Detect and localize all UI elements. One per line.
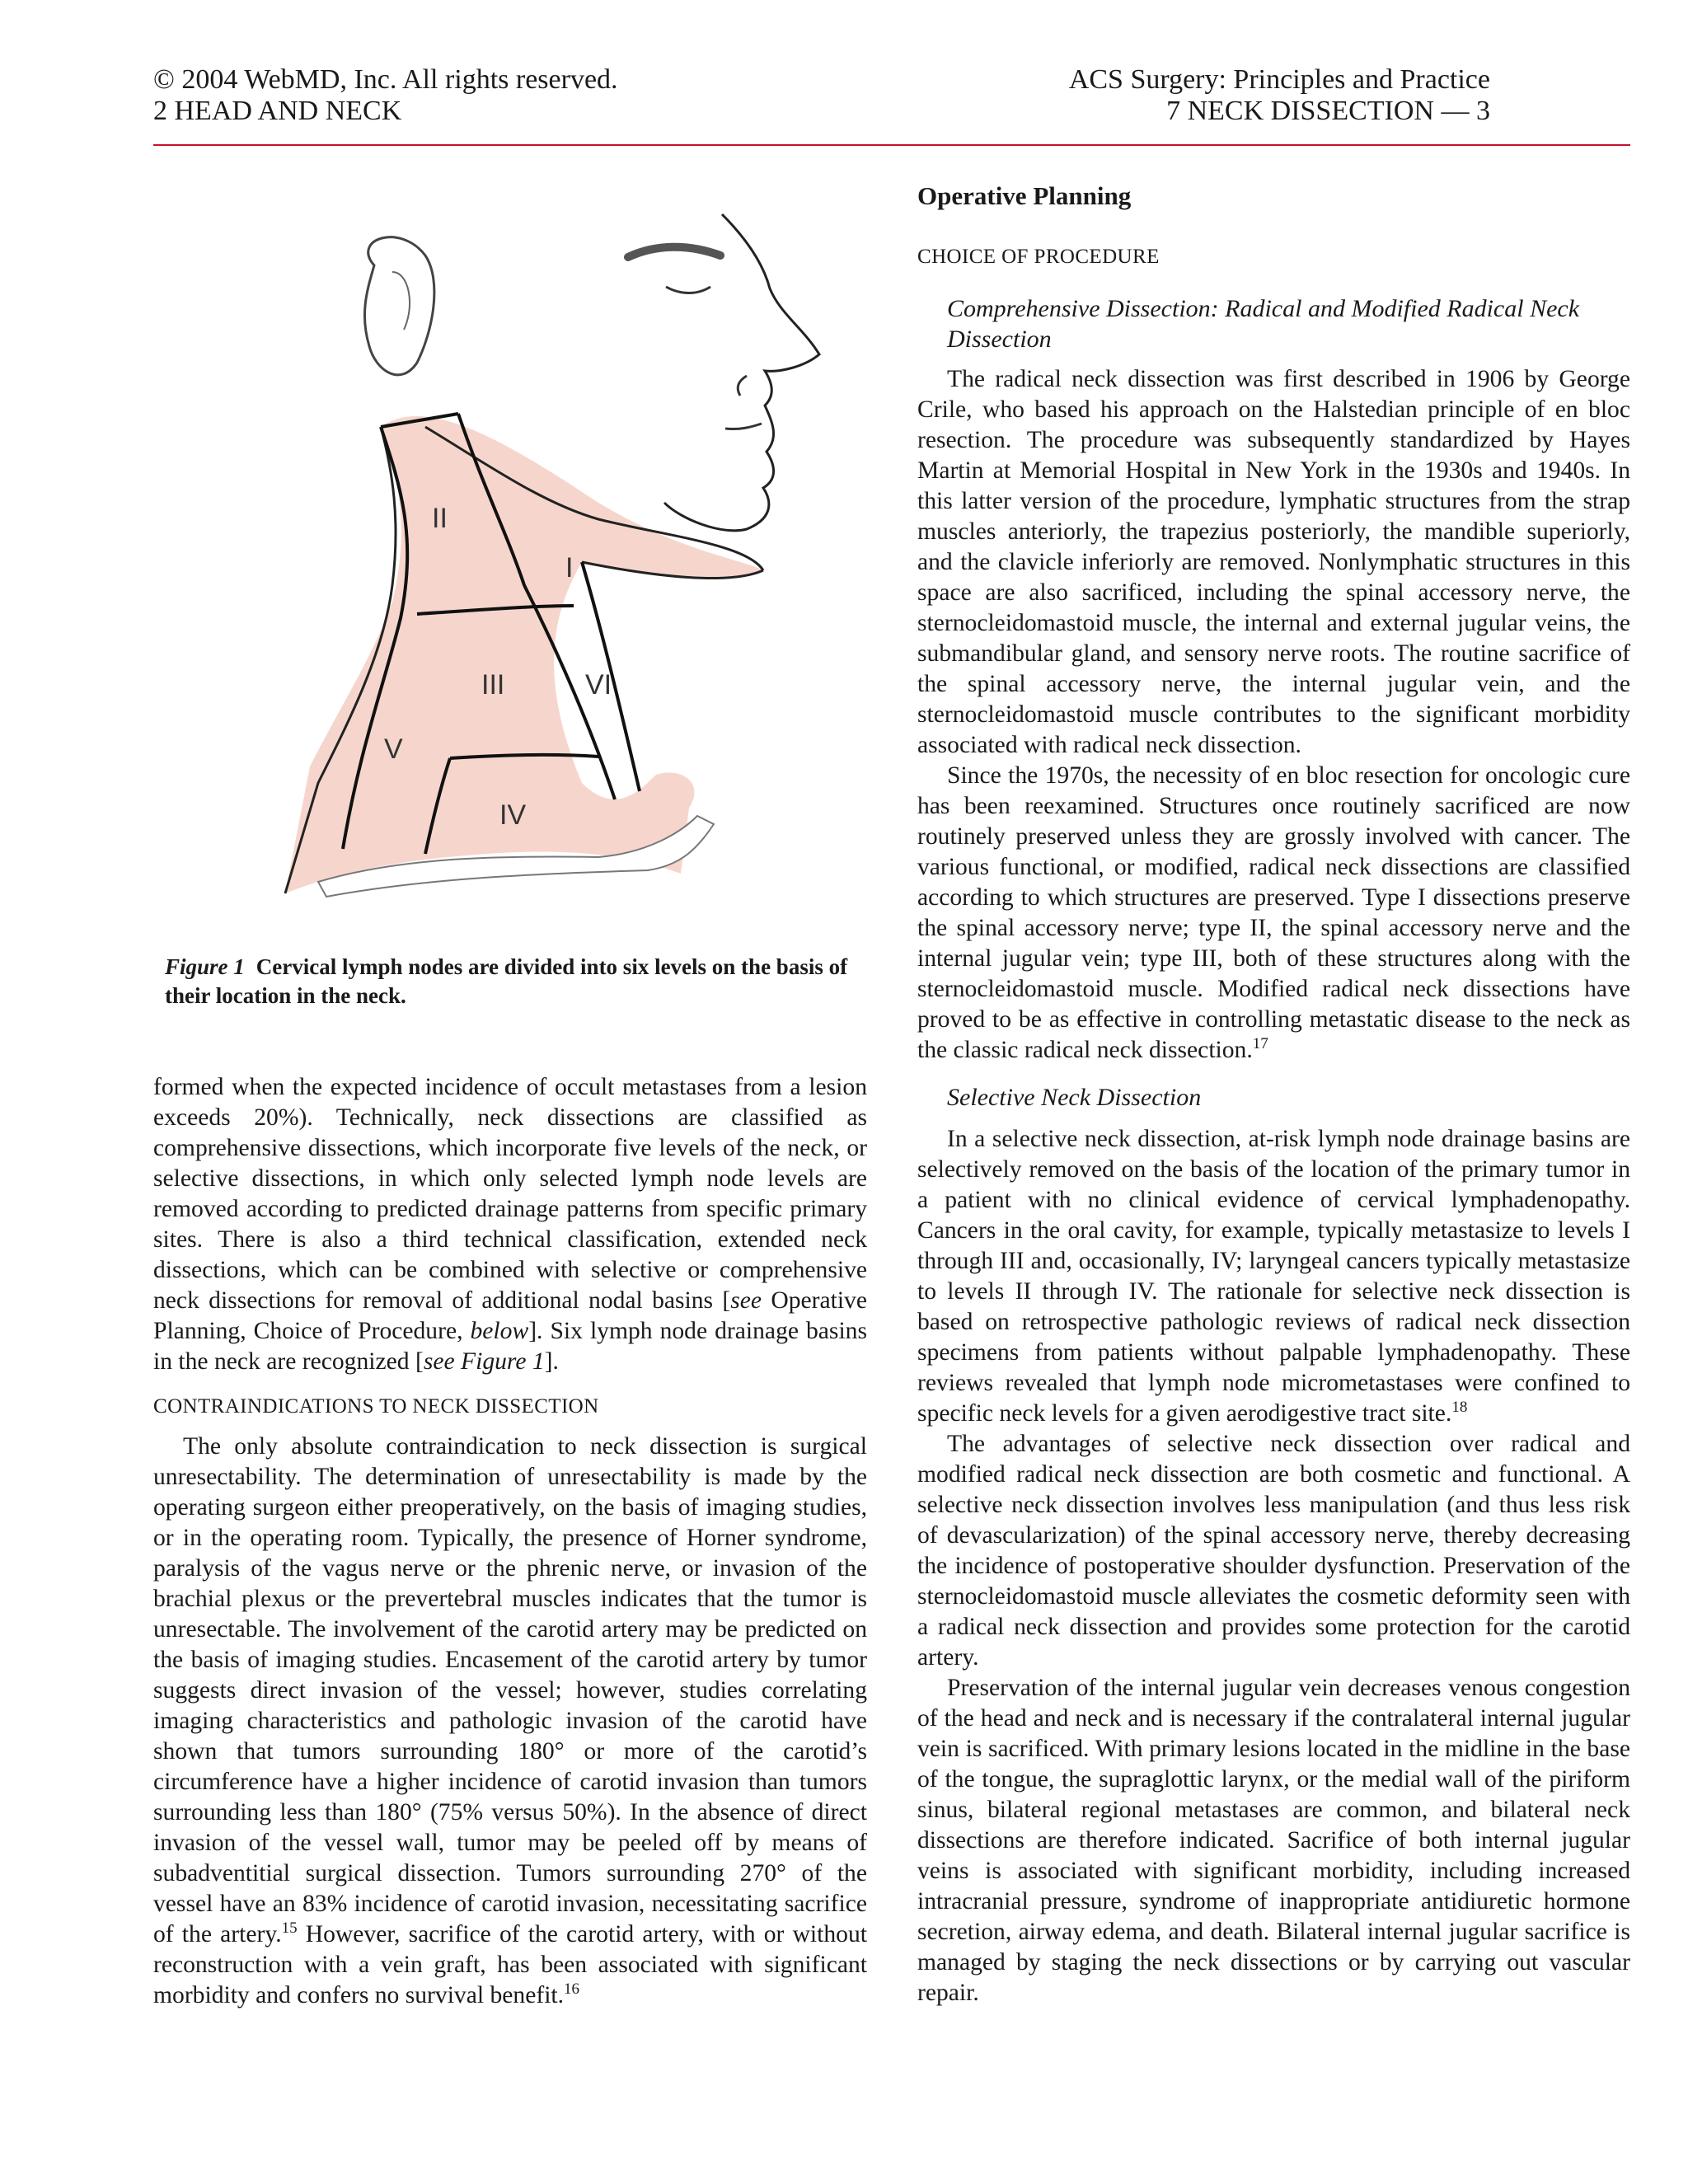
level-label-iv: IV <box>499 799 527 831</box>
heading-choice-of-procedure: CHOICE OF PROCEDURE <box>917 246 1160 268</box>
left-column <box>153 1072 867 2011</box>
running-header-right <box>1069 64 1490 127</box>
section-label: 2 HEAD AND NECK <box>153 96 402 126</box>
ear <box>364 237 434 375</box>
copyright-line: © 2004 WebMD, Inc. All rights reserved. <box>153 64 618 95</box>
reference-17: 17 <box>1252 1035 1268 1052</box>
caption-text: Cervical lymph nodes are divided into six levels on the basis of their location in the neck. <box>165 954 848 1008</box>
figure-caption <box>165 953 874 1010</box>
mouth <box>725 424 762 429</box>
heading-comprehensive-dissection: Comprehensive Dissection: Radical and Modified Radical Neck Dissection <box>947 295 1580 353</box>
running-header-left <box>153 64 618 127</box>
figure-label: Figure 1 <box>165 954 245 979</box>
chapter-page-label: 7 NECK DISSECTION — 3 <box>1166 96 1490 126</box>
nasolabial-line <box>738 376 747 396</box>
level-label-v: V <box>384 733 403 765</box>
paragraph-advantages: The advantages of selective neck dissection over radical and modified radical neck dissection are both cosmetic and functional. A selective neck dissection involves less manipulation (and thus less risk of devascularization) of the spinal accessory nerve, thereby decreasing the incidence of postoperative shoulder dysfunction. Preservation of the sternocleidomastoid muscle alleviates the cosmetic deformity seen with a radical neck dissection and provides some protection for the carotid artery. <box>917 1431 1630 1671</box>
paragraph-classification: formed when the expected incidence of occult metastases from a lesion exceeds 20%). Technically, neck dissections are classified as comprehensive dissections, which incorporate five levels of the neck, or selective dissections, in which only selected lymph node levels are removed according to predicted drainage patterns from specific primary sites. There is also a third technical classification, extended neck dissections, which can be combined with selective or comprehensive neck dissections for removal of additional nodal basins [see Operative Planning, Choice of Procedure, below]. Six lymph node drainage basins in the neck are recognized [see Figure 1]. <box>153 1074 867 1375</box>
heading-selective-dissection: Selective Neck Dissection <box>947 1084 1202 1111</box>
level-label-ii: II <box>432 503 448 534</box>
paragraph-modified-radical: Since the 1970s, the necessity of en bloc resection for oncologic cure has been reexamined. Structures once routinely sacrificed are now routinely preserved unless they are grossly involved with cancer. The various functional, or modified, radical neck dissections are classified according to which structures are preserved. Type I dissections preserve the spinal accessory nerve; type II, the spinal accessory nerve and the internal jugular vein; type III, both of these structures along with the sternocleidomastoid muscle. Modified radical neck dissections have proved to be as effective in controlling metastatic disease to the neck as the classic radical neck dissection.$^{17}$ <box>917 762 1630 1063</box>
paragraph-jugular-vein: Preservation of the internal jugular vein decreases venous congestion of the head and neck and is necessary if the contralateral internal jugular vein is sacrificed. With primary lesions located in the midline in the base of the tongue, the supraglottic larynx, or the medial wall of the piriform sinus, bilateral regional metastases are common, and bilateral neck dissections are therefore indicated. Sacrifice of both internal jugular veins is associated with significant morbidity, including increased intracranial pressure, syndrome of inappropriate antidiuretic hormone secretion, airway edema, and death. Bilateral internal jugular sacrifice is managed by staging the neck dissections or by carrying out vascular repair. <box>917 1675 1630 2006</box>
ear-inner <box>392 272 410 330</box>
book-title: ACS Surgery: Principles and Practice <box>1068 64 1490 95</box>
level-label-vi: VI <box>585 669 612 701</box>
level-label-iii: III <box>481 669 505 701</box>
reference-15: 15 <box>281 1919 298 1937</box>
heading-operative-planning: Operative Planning <box>917 181 1132 210</box>
paragraph-selective: In a selective neck dissection, at-risk lymph node drainage basins are selectively removed on the basis of the location of the primary tumor in a patient with no clinical evidence of cervical lymphadenopathy. Cancers in the oral cavity, for example, typically metastasize to levels I through III and, occasionally, IV; laryngeal cancers typically metastasize to levels II through IV. The rationale for selective neck dissection is based on retrospective pathologic reviews of radical neck dissection specimens from patients without palpable lymphadenopathy. These reviews revealed that lymph node micrometastases were confined to specific neck levels for a given aerodigestive tract site.$^{18}$ <box>917 1126 1630 1427</box>
neck-levels-illustration <box>153 190 879 931</box>
reference-16: 16 <box>564 1980 580 1998</box>
eyebrow <box>628 247 720 257</box>
face-profile <box>664 214 819 531</box>
right-column <box>917 180 1630 2008</box>
header-rule <box>153 144 1630 146</box>
paragraph-radical-history: The radical neck dissection was first described in 1906 by George Crile, who based his approach on the Halstedian principle of en bloc resection. The procedure was subsequently standardized by Hayes Martin at Memorial Hospital in New York in the 1930s and 1940s. In this latter version of the procedure, lymphatic structures from the strap muscles anteriorly, the trapezius posteriorly, the mandible superiorly, and the clavicle inferiorly are removed. Nonlymphatic structures in this space are also sacrificed, including the spinal accessory nerve, the sternocleidomastoid muscle, the internal and external jugular veins, the submandibular gland, and sensory nerve roots. The routine sacrifice of the spinal accessory nerve, the internal jugular vein, and the sternocleidomastoid muscle contributes to the significant morbidity associated with radical neck dissection. <box>917 366 1630 758</box>
figure-1 <box>153 190 879 931</box>
eye <box>666 287 710 293</box>
level-label-i: I <box>565 552 574 583</box>
reference-18: 18 <box>1451 1399 1468 1416</box>
paragraph-contraindications: The only absolute contraindication to neck dissection is surgical unresectability. The determination of unresectability is made by the operating surgeon either preoperatively, on the basis of imaging studies, or in the operating room. Typically, the presence of Horner syndrome, paralysis of the vagus nerve or the phrenic nerve, or invasion of the brachial plexus or the prevertebral muscles indicates that the tumor is unresectable. The involvement of the carotid artery may be predicted on the basis of imaging studies. Encasement of the carotid artery by tumor suggests direct invasion of the vessel; however, studies correlating imaging characteristics and pathologic invasion of the carotid have shown that tumors surrounding 180° or more of the carotid’s circumference have a higher incidence of carotid invasion than tumors surrounding less than 180° (75% versus 50%). In the absence of direct invasion of the vessel wall, tumor may be peeled off by means of subadventitial surgical dissection. Tumors surrounding 270° of the vessel have an 83% incidence of carotid invasion, necessitating sacrifice of the artery.$^{15}$ However, sacrifice of the carotid artery, with or without reconstruction with a vein graft, has been associated with significant morbidity and confers no survival benefit.$^{16}$ <box>153 1433 867 2008</box>
heading-contraindications: CONTRAINDICATIONS TO NECK DISSECTION <box>153 1395 599 1418</box>
